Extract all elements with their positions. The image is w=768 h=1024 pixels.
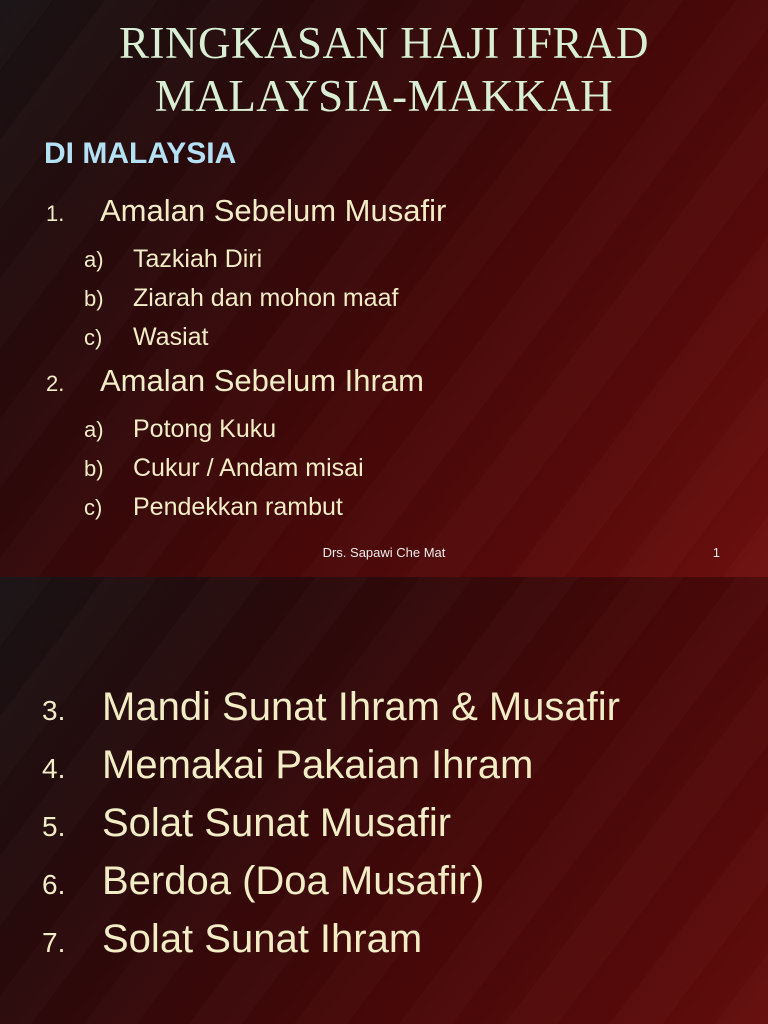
list-item-number: 4.: [42, 753, 66, 784]
list-item-number: 3.: [42, 695, 66, 726]
sublist-item-label: Tazkiah Diri: [133, 245, 263, 273]
list-item-number: 2.: [46, 371, 65, 396]
sublist-item-label: Pendekkan rambut: [133, 493, 343, 521]
list-item-label: Berdoa (Doa Musafir): [102, 859, 485, 903]
list-item: [0, 738, 768, 796]
list-item: [0, 191, 768, 234]
slide-footer: [0, 545, 768, 560]
footer-author: Drs. Sapawi Che Mat: [322, 545, 446, 560]
sublist-item-letter: c): [84, 325, 103, 350]
list-item: [0, 854, 768, 912]
sublist-item: [0, 240, 768, 279]
slide-title-line-1: RINGKASAN HAJI IFRAD: [118, 18, 650, 68]
sublist-item: [0, 318, 768, 357]
list-item-label: Amalan Sebelum Ihram: [100, 363, 424, 398]
sublist-item-label: Potong Kuku: [133, 415, 277, 443]
footer-page-number: 1: [712, 545, 720, 560]
list-item-number: 6.: [42, 869, 66, 900]
slide-title: [0, 0, 768, 123]
sublist-item: [0, 449, 768, 488]
list-item-label: Amalan Sebelum Musafir: [100, 193, 447, 228]
list-item: [0, 912, 768, 970]
sublist-item-label: Cukur / Andam misai: [133, 454, 364, 482]
list-item-label: Solat Sunat Ihram: [102, 917, 423, 961]
sublist: [0, 410, 768, 527]
list-item: [0, 680, 768, 738]
list-item-number: 7.: [42, 927, 66, 958]
sublist-item-letter: b): [84, 286, 104, 311]
sublist-item-label: Ziarah dan mohon maaf: [133, 284, 399, 312]
list-item-number: 5.: [42, 811, 66, 842]
sublist-item-letter: c): [84, 495, 103, 520]
slide-title-line-2: MALAYSIA-MAKKAH: [154, 71, 614, 121]
list-item-label: Mandi Sunat Ihram & Musafir: [102, 685, 620, 729]
list-item-label: Memakai Pakaian Ihram: [102, 743, 534, 787]
sublist-item-letter: b): [84, 456, 104, 481]
sublist: [0, 240, 768, 357]
list-item-number: 1.: [46, 201, 65, 226]
sublist-item-label: Wasiat: [133, 323, 209, 351]
list-item: [0, 361, 768, 404]
sublist-item-letter: a): [84, 247, 104, 272]
slide-2-list: [0, 577, 768, 970]
sublist-item-letter: a): [84, 417, 104, 442]
sublist-item: [0, 279, 768, 318]
section-heading-di-malaysia: DI MALAYSIA: [44, 137, 237, 170]
list-item-label: Solat Sunat Musafir: [102, 801, 452, 845]
list-item: [0, 796, 768, 854]
slide-2: [0, 577, 768, 1024]
sublist-item: [0, 488, 768, 527]
sublist-item: [0, 410, 768, 449]
